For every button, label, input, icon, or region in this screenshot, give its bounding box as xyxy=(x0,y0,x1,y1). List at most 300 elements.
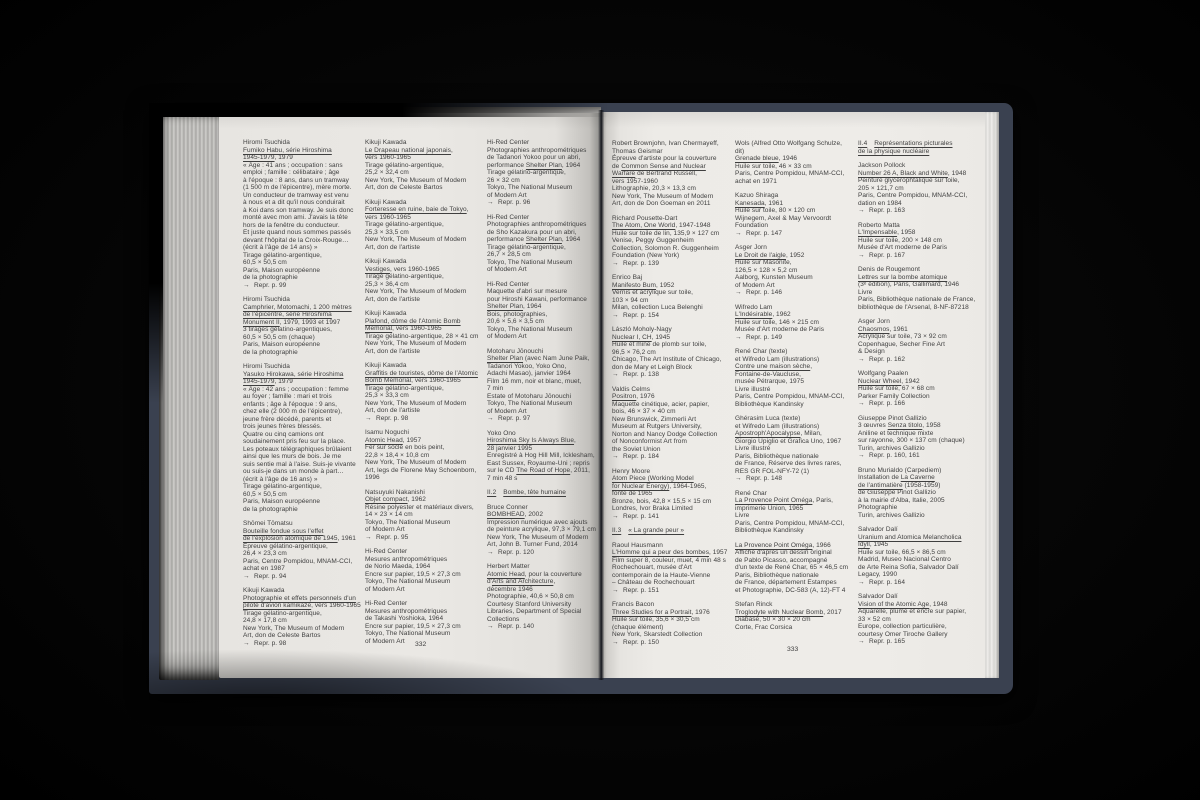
entry-text: Tirage gélatino-argentique, xyxy=(487,243,566,251)
entry-text: 25,3 × 36,4 cm xyxy=(365,280,409,288)
entry-line xyxy=(735,557,848,565)
entry-line xyxy=(243,520,356,528)
section-number: II.3 xyxy=(612,527,622,534)
entry-line xyxy=(243,498,356,506)
repr-arrow-icon: → xyxy=(858,400,865,407)
entry-line xyxy=(858,482,971,490)
entry-text: Venise, Peggy Guggenheim xyxy=(612,237,694,244)
entry-text: Tirage gélatino-argentique, xyxy=(365,273,444,280)
entry-line xyxy=(735,163,848,171)
underlined-title: Photographie et effets personnels d'un xyxy=(243,594,356,602)
entry-line xyxy=(612,260,725,268)
entry-line xyxy=(735,252,848,260)
entry-line xyxy=(612,252,725,260)
repr-arrow-icon: → xyxy=(612,512,619,520)
entry-text: of Modern Art xyxy=(487,191,527,199)
entry-line xyxy=(487,192,600,200)
entry-text: d' xyxy=(487,578,492,585)
entry-text: Hi-Red Center xyxy=(365,548,408,555)
entry-text: (écrit à l'âge de 14 ans) » xyxy=(243,244,318,251)
entry-line xyxy=(365,229,478,237)
entry-line xyxy=(735,490,848,498)
repr-arrow-icon: → xyxy=(612,311,619,319)
entry-text: monté avec mon ami. J'avais la tête xyxy=(243,214,348,221)
underlined-title: Plafond, dôme de l'Atomic Bomb xyxy=(365,317,461,325)
entry-line xyxy=(487,593,600,601)
entry-line xyxy=(243,640,356,648)
underlined-title: Number 26 A, Black and White xyxy=(858,169,948,177)
entry-text: Livre illustré xyxy=(735,445,771,452)
entry-text: Chicago, The Art Institute of Chicago, xyxy=(612,356,722,363)
entry-line xyxy=(365,444,478,452)
entry-line xyxy=(487,348,600,356)
entry-line xyxy=(858,430,971,438)
repr-reference: Repr. p. 138 xyxy=(623,371,660,378)
catalog-entry xyxy=(858,467,971,520)
entry-text: Paris, Centre Pompidou, MNAM-CCI, xyxy=(243,557,353,565)
entry-line xyxy=(858,638,971,646)
entry-text: Paris, Centre Pompidou, MNAM-CCI, xyxy=(735,519,845,527)
entry-text: , 1961 xyxy=(337,535,356,542)
entry-text: de France, département Estampes xyxy=(735,579,837,586)
entry-line xyxy=(365,467,478,475)
entry-text: 28 janvier 1995 xyxy=(487,444,533,452)
underlined-title: 1945-1979 xyxy=(243,378,275,385)
entry-line xyxy=(858,422,971,430)
catalog-entry xyxy=(487,430,600,483)
entry-text: of Modern Art xyxy=(365,585,405,593)
entry-line xyxy=(365,563,478,571)
catalog-entry xyxy=(612,386,725,461)
entry-text: devant l'hôpital de la Croix-Rouge… xyxy=(243,236,349,244)
entry-line xyxy=(735,616,848,624)
entry-text: performance xyxy=(487,161,526,169)
underlined-title: Warfare xyxy=(612,170,636,177)
entry-text: Paris, Bibliothèque nationale de France, xyxy=(858,296,976,303)
entry-text: à nous et a dit qu'il nous conduirait xyxy=(243,199,345,206)
entry-line xyxy=(612,564,725,572)
entry-line xyxy=(243,177,356,185)
entry-text: Hiromi Tsuchida xyxy=(243,296,290,303)
entry-line xyxy=(487,139,600,147)
entry-text: vers 1957-1960 xyxy=(612,177,658,185)
entry-text: Huile sur toile de lin, 135,9 × 127 cm xyxy=(612,229,720,237)
entry-text: 60,5 × 50,5 cm xyxy=(243,259,287,266)
book-page-right xyxy=(601,112,985,678)
entry-line xyxy=(487,229,600,237)
entry-text: Jackson Pollock xyxy=(858,162,906,169)
entry-line xyxy=(858,200,971,208)
entry-text: de la photographie xyxy=(243,274,298,281)
entry-text: et Wifredo Lam (illustrations) xyxy=(735,355,820,363)
entry-line xyxy=(612,349,725,357)
entry-text: New York, The Museum of Modern xyxy=(487,533,589,541)
entry-text: Tadanori Yokoo, Yoko Ono, xyxy=(487,362,567,370)
entry-text: , 1966 xyxy=(812,541,831,549)
entry-text: Paris, Bibliothèque nationale xyxy=(735,452,819,460)
entry-line xyxy=(365,169,478,177)
entry-text: Acrylique sur toile, 73 × 92 cm xyxy=(858,333,947,340)
repr-reference: Repr. p. 184 xyxy=(623,453,660,460)
entry-line xyxy=(735,505,848,513)
entry-line xyxy=(735,304,848,312)
book-gutter-fold xyxy=(598,110,604,680)
entry-line xyxy=(365,377,478,385)
entry-text: Hi-Red Center xyxy=(487,139,530,146)
catalog-entry xyxy=(487,281,600,341)
underlined-title: Manifesto Bum xyxy=(612,281,657,289)
entry-text: Bois, photographies, xyxy=(487,310,548,318)
underlined-title: Memorial xyxy=(365,325,393,332)
entry-line xyxy=(735,267,848,275)
entry-line xyxy=(612,446,725,454)
entry-line xyxy=(858,579,971,587)
entry-line xyxy=(365,496,478,504)
entry-text: de Giuseppe Pinot Gallizio xyxy=(858,489,936,496)
entry-line xyxy=(487,259,600,267)
entry-text: Herbert Matter xyxy=(487,563,530,570)
entry-line xyxy=(487,623,600,631)
underlined-title: Three Studies for a Portrait xyxy=(612,608,692,616)
underlined-title: Grenade bleue xyxy=(735,155,779,162)
entry-text: , vers 1960-1965 xyxy=(311,602,361,609)
page-shadow-tint xyxy=(601,112,985,128)
entry-line xyxy=(735,453,848,461)
page-number: 332 xyxy=(415,641,427,648)
entry-line xyxy=(243,214,356,222)
entry-text: Parker Family Collection xyxy=(858,392,930,400)
entry-text: Paris, Centre Pompidou, MNAM-CCI, xyxy=(735,170,845,177)
entry-text: Tokyo, The National Museum xyxy=(487,325,573,333)
entry-line xyxy=(735,178,848,186)
entry-text: Tokyo, The National Museum xyxy=(365,630,451,637)
entry-line xyxy=(612,393,725,401)
entry-line xyxy=(612,475,725,483)
entry-line xyxy=(735,200,848,208)
entry-text: contemporain de la Haute-Vienne xyxy=(612,571,711,579)
entry-line xyxy=(365,459,478,467)
entry-text: Un conducteur de tramway est venu xyxy=(243,191,349,199)
entry-text: Shōmei Tōmatsu xyxy=(243,520,293,527)
underlined-title: Nuclear I, CH xyxy=(612,333,652,341)
entry-line xyxy=(858,229,971,237)
entry-text: Tirage gélatino-argentique, xyxy=(243,251,322,259)
entry-text: Stefan Rinck xyxy=(735,601,773,608)
entry-line xyxy=(487,504,600,512)
entry-text: bibliothèque de l'Arsenal, 8-NF-87218 xyxy=(858,303,969,311)
entry-text: Film 16 mm, noir et blanc, muet, xyxy=(487,377,582,385)
underlined-title: « La grande peur » xyxy=(628,527,685,534)
entry-text: imprimerie Union, 1965 xyxy=(735,504,804,512)
entry-text: de la photographie xyxy=(243,348,298,356)
entry-text: Giorgio Upiglio et Grafica Uno, 1967 xyxy=(735,437,842,445)
entry-line xyxy=(612,423,725,431)
entry-line xyxy=(243,349,356,357)
entry-line xyxy=(858,452,971,460)
entry-line xyxy=(243,491,356,499)
entry-text: Robert Brownjohn, Ivan Chermayeff, xyxy=(612,140,719,147)
entry-text: de Takashi Yoshioka, 1964 xyxy=(365,615,444,622)
catalog-entry xyxy=(365,429,478,482)
entry-line xyxy=(858,296,976,304)
catalog-entry xyxy=(612,601,725,646)
entry-line xyxy=(612,163,725,171)
entry-text: d'un texte de René Char, 65 × 46,5 cm xyxy=(735,564,849,571)
entry-text: Kikuji Kawada xyxy=(365,258,407,265)
entry-line xyxy=(735,393,848,401)
underlined-title: Monument II xyxy=(243,318,280,326)
entry-line xyxy=(243,341,356,349)
entry-text: Tokyo, The National Museum xyxy=(487,400,573,407)
entry-text: , 1946 xyxy=(778,155,798,162)
entry-line xyxy=(612,401,725,409)
entry-text: , 1962 xyxy=(407,496,426,503)
catalog-entry xyxy=(365,548,478,593)
entry-line xyxy=(487,162,600,170)
underlined-title: Senza titolo xyxy=(887,422,923,429)
entry-line xyxy=(858,192,971,200)
repr-reference: Repr. p. 147 xyxy=(746,229,783,237)
entry-text: Paris, Maison européenne xyxy=(243,341,321,348)
repr-reference: Repr. p. 149 xyxy=(746,333,783,341)
entry-line xyxy=(487,601,600,609)
entry-line xyxy=(365,519,478,527)
entry-text: Affiche d'après un dessin original xyxy=(735,549,832,556)
entry-text: ou suis-je dans un monde à part… xyxy=(243,468,344,475)
entry-text: Enregistré à Hog Hill Mill, Icklesham, xyxy=(487,452,595,459)
entry-line xyxy=(365,511,478,519)
entry-text: Art, John B. Turner Fund, 2014 xyxy=(487,541,578,548)
entry-text: Hi-Red Center xyxy=(365,600,408,607)
entry-text: , 1979, 1993 et 1997 xyxy=(279,318,341,326)
entry-text: soudainement pris feu sur la place. xyxy=(243,438,346,445)
repr-arrow-icon: → xyxy=(858,578,865,586)
entry-line xyxy=(365,281,478,289)
entry-line xyxy=(365,154,478,162)
entry-line xyxy=(612,230,725,238)
entry-line xyxy=(858,370,971,378)
entry-line xyxy=(858,608,971,616)
entry-text: Hi-Red Center xyxy=(487,280,530,288)
entry-line xyxy=(365,407,478,415)
entry-text: Collections xyxy=(487,615,520,623)
entry-line xyxy=(243,401,356,409)
entry-line xyxy=(735,423,848,431)
entry-text: Art, don de Don Goeman en 2011 xyxy=(612,200,711,207)
entry-text: 60,5 × 50,5 cm xyxy=(243,490,287,498)
entry-line xyxy=(735,274,848,282)
entry-text: Courtesy Stanford University xyxy=(487,600,572,608)
entry-line xyxy=(365,452,478,460)
entry-line xyxy=(365,370,478,378)
catalog-entry xyxy=(487,139,600,207)
underlined-title: Arts and Architecture xyxy=(491,578,554,585)
repr-reference: Repr. p. 162 xyxy=(869,355,906,363)
entry-text: Maquette d'abri sur mesure xyxy=(487,288,568,295)
entry-line xyxy=(243,296,356,304)
entry-text: , Milan, xyxy=(800,430,822,437)
entry-line xyxy=(612,371,725,379)
entry-text: Tirage gélatino-argentique, xyxy=(243,483,322,490)
entry-line xyxy=(858,400,971,408)
underlined-title: Yasuko Hirokawa, série Hiroshima xyxy=(243,370,344,378)
entry-text: , 2002 xyxy=(524,511,543,518)
underlined-title: Le Drapeau national japonais xyxy=(365,146,451,154)
repr-reference: Repr. p. 99 xyxy=(254,281,287,289)
entry-line xyxy=(858,140,971,148)
entry-line xyxy=(735,192,848,200)
underlined-title: Vision of the Atomic Age xyxy=(858,600,930,608)
entry-line xyxy=(612,289,725,297)
entry-line xyxy=(612,274,725,282)
entry-text: 3 tirages gélatino-argentiques, xyxy=(243,326,332,333)
entry-line xyxy=(858,177,971,185)
entry-text: Richard Pousette-Dart xyxy=(612,214,678,222)
entry-text: , pour la couverture xyxy=(524,570,582,578)
entry-line xyxy=(612,542,725,550)
entry-text: Quatre ou cinq camions ont xyxy=(243,430,324,438)
entry-line xyxy=(858,437,971,445)
catalog-entry xyxy=(858,162,971,215)
entry-line xyxy=(858,237,971,245)
entry-text: , 1958 xyxy=(922,422,941,429)
underlined-title: Shelter Plan xyxy=(487,303,524,310)
entry-line xyxy=(365,437,478,445)
underlined-title: de la physique nucléaire xyxy=(858,147,930,155)
entry-line xyxy=(487,489,600,497)
repr-arrow-icon: → xyxy=(487,623,494,630)
repr-arrow-icon: → xyxy=(243,281,250,289)
entry-line xyxy=(612,148,725,156)
catalog-entry xyxy=(612,274,725,319)
underlined-title: Forteresse en ruine, baie de Tokyo xyxy=(365,206,467,213)
catalog-entry xyxy=(365,258,478,303)
entry-line xyxy=(858,162,971,170)
entry-text: , xyxy=(810,363,813,370)
text-column xyxy=(735,140,848,638)
entry-line xyxy=(735,468,848,476)
repr-arrow-icon: → xyxy=(858,207,865,214)
entry-text: , 2017 xyxy=(823,608,842,616)
entry-text: Fer sur socle en bois peint, xyxy=(365,444,445,451)
repr-reference: Repr. p. 98 xyxy=(254,639,287,647)
entry-text: New York, The Museum of Modern xyxy=(365,459,467,466)
entry-line xyxy=(612,557,725,565)
entry-text: Aquarelle, plume et encre sur papier, xyxy=(858,608,967,615)
entry-text: Aalborg, Kunsten Museum xyxy=(735,274,813,281)
underlined-title: Common Sense and Nuclear xyxy=(621,162,706,170)
entry-text: New Brunswick, Zimmerli Art xyxy=(612,415,697,423)
entry-line xyxy=(243,154,356,162)
underlined-title: de l'explosion atomique de 1945 xyxy=(243,535,338,542)
entry-text: Installation de xyxy=(858,474,901,481)
entry-text: Bruno Murialdo (Carpediem) xyxy=(858,466,942,474)
entry-line xyxy=(243,393,356,401)
entry-line xyxy=(735,401,848,409)
entry-text: of Modern Art xyxy=(487,333,527,340)
entry-text: hors de la fenêtre du conducteur. xyxy=(243,221,340,229)
entry-text: Enrico Baj xyxy=(612,274,643,281)
entry-line xyxy=(612,170,725,178)
entry-text: Art, don de l'artiste xyxy=(365,407,421,414)
entry-text: Mesures anthropométriques xyxy=(365,555,448,563)
underlined-title: Fumiko Habu, série Hiroshima xyxy=(243,146,332,154)
entry-line xyxy=(365,273,478,281)
entry-text: , 1962 xyxy=(772,311,791,318)
catalog-entry xyxy=(858,318,971,363)
entry-text: Norton and Nancy Dodge Collection xyxy=(612,430,718,438)
entry-line xyxy=(243,184,356,192)
entry-line xyxy=(858,467,971,475)
entry-text: , Paris, xyxy=(812,497,834,504)
entry-line xyxy=(365,600,478,608)
entry-line xyxy=(858,333,971,341)
entry-text: Maquette cinétique, acier, papier, xyxy=(612,400,710,408)
repr-arrow-icon: → xyxy=(612,371,619,378)
catalog-entry xyxy=(365,139,478,192)
entry-text: Huile sur Masonite, xyxy=(735,259,792,266)
entry-text: – Château de Rochechouart xyxy=(612,579,695,586)
underlined-title: Atomic Head xyxy=(365,436,403,444)
entry-text: de peinture acrylique, 97,3 × 79,1 cm xyxy=(487,526,596,533)
entry-line xyxy=(365,556,478,564)
entry-text: Vernis et acrylique sur toile, xyxy=(612,289,693,296)
entry-line xyxy=(243,483,356,491)
entry-line xyxy=(365,288,478,296)
entry-text: pour Hiroshi Kawani, performance xyxy=(487,295,587,303)
entry-text: Turin, archives Gallizio xyxy=(858,511,925,519)
entry-text: , xyxy=(574,437,576,444)
entry-text: (écrit à l'âge de 16 ans) » xyxy=(243,475,318,483)
entry-text: Roberto Matta xyxy=(858,221,900,229)
entry-line xyxy=(612,468,725,476)
entry-line xyxy=(487,393,600,401)
entry-line xyxy=(365,310,478,318)
entry-line xyxy=(365,266,478,274)
repr-arrow-icon: → xyxy=(858,355,865,363)
entry-text: , 1948 xyxy=(947,169,967,177)
repr-arrow-icon: → xyxy=(735,289,742,296)
entry-line xyxy=(612,527,725,535)
entry-text: Et juste quand nous sommes passés xyxy=(243,229,351,236)
entry-line xyxy=(858,318,971,326)
entry-line xyxy=(858,170,971,178)
entry-line xyxy=(735,520,848,528)
entry-text: Asger Jorn xyxy=(735,244,767,251)
catalog-entry xyxy=(735,542,848,595)
entry-text: 26,7 × 28,5 cm xyxy=(487,251,531,258)
entry-text: Valdis Celms xyxy=(612,385,651,393)
repr-arrow-icon: → xyxy=(243,639,250,647)
entry-text: Natsuyuki Nakanishi xyxy=(365,488,425,496)
repr-reference: Repr. p. 96 xyxy=(498,199,531,206)
catalog-entry xyxy=(858,370,971,408)
entry-text: Peinture glycérophtalique sur toile, xyxy=(858,177,960,184)
repr-reference: Repr. p. 151 xyxy=(623,586,660,594)
entry-line xyxy=(735,363,848,371)
entry-line xyxy=(858,526,971,534)
entry-line xyxy=(735,244,848,252)
entry-line xyxy=(735,148,848,156)
entry-text: (3ᵉ édition), Paris, Gallimard, 1946 xyxy=(858,281,960,288)
entry-line xyxy=(243,595,356,603)
entry-line xyxy=(365,623,478,631)
entry-text: 60,5 × 50,5 cm (chaque) xyxy=(243,333,315,341)
entry-line xyxy=(858,244,971,252)
repr-arrow-icon: → xyxy=(487,548,494,556)
catalog-entry xyxy=(243,587,361,647)
entry-line xyxy=(858,348,971,356)
